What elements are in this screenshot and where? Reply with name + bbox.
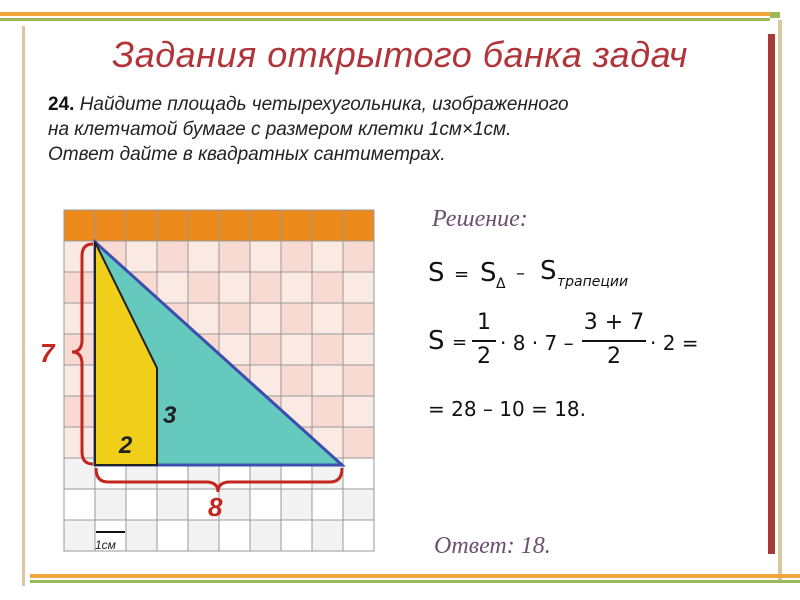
grid-cell (281, 365, 312, 396)
grid-cell (312, 365, 343, 396)
grid-cell (312, 489, 343, 520)
grid-header-cell (188, 210, 219, 241)
answer-text: Ответ: 18. (434, 533, 551, 559)
grid-header-cell (343, 210, 374, 241)
grid-cell (343, 303, 374, 334)
grid-cell (64, 396, 95, 427)
grid-cell (281, 489, 312, 520)
grid-cell (343, 458, 374, 489)
grid-cell (312, 272, 343, 303)
grid-cell (64, 303, 95, 334)
grid-cell (219, 272, 250, 303)
f2-mult: · 8 · 7 – (500, 331, 574, 355)
solution-title: Решение: (432, 206, 528, 232)
grid-cell (64, 272, 95, 303)
grid-cell (250, 334, 281, 365)
grid-cell (343, 334, 374, 365)
grid-cell (126, 520, 157, 551)
grid-header-cell (157, 210, 188, 241)
grid-header-cell (281, 210, 312, 241)
label-top-2: 2 (119, 432, 133, 459)
grid-cell (157, 241, 188, 272)
grid-cell (250, 241, 281, 272)
grid-cell (219, 303, 250, 334)
grid-cell (219, 489, 250, 520)
label-base-8: 8 (208, 492, 223, 522)
grid-cell (250, 272, 281, 303)
f1-sub2: трапеции (557, 274, 629, 290)
grid-cell (64, 520, 95, 551)
grid-cell (312, 520, 343, 551)
f2-lhs: S (428, 326, 445, 356)
page-title: Задания открытого банка задач (112, 34, 688, 75)
grid-cell (281, 241, 312, 272)
grid-cell (157, 272, 188, 303)
f2-frac2-line (582, 340, 646, 342)
f2-frac2-den: 2 (607, 344, 621, 369)
label-height-7: 7 (40, 338, 55, 368)
f2-frac1-den: 2 (477, 344, 491, 369)
grid-cell (343, 520, 374, 551)
grid-cell (343, 241, 374, 272)
grid-cell (281, 520, 312, 551)
grid-cell (312, 303, 343, 334)
grid-cell (343, 365, 374, 396)
grid-cell (188, 241, 219, 272)
grid-cell (250, 303, 281, 334)
grid-cell (188, 520, 219, 551)
grid-header-cell (95, 210, 126, 241)
grid-cell (343, 489, 374, 520)
grid-cell (281, 334, 312, 365)
grid-cell (126, 241, 157, 272)
grid-cell (219, 241, 250, 272)
grid-cell (157, 520, 188, 551)
scale-label: 1см (95, 538, 116, 552)
grid-cell (343, 427, 374, 458)
grid-cell (64, 489, 95, 520)
grid-header-cell (64, 210, 95, 241)
grid-cell (343, 396, 374, 427)
grid-cell (312, 396, 343, 427)
grid-header-cell (250, 210, 281, 241)
f2-frac1-line (472, 340, 496, 342)
grid-cell (64, 427, 95, 458)
problem-line-1: Найдите площадь четырехугольника, изображенного (79, 94, 569, 115)
grid-cell (250, 489, 281, 520)
grid-header-cell (219, 210, 250, 241)
f2-frac2-num: 3 + 7 (583, 310, 645, 335)
grid-header-cell (126, 210, 157, 241)
grid-cell (312, 241, 343, 272)
f2-frac1-num: 1 (477, 310, 491, 335)
problem-line-3: Ответ дайте в квадратных сантиметрах. (48, 144, 446, 165)
f1-term1: S (480, 258, 497, 288)
formula-3: = 28 – 10 = 18. (428, 397, 587, 421)
grid-cell (343, 272, 374, 303)
grid-cell (312, 334, 343, 365)
grid-cell (250, 520, 281, 551)
problem-line-2: на клетчатой бумаге с размером клетки 1см×1см. (48, 119, 512, 140)
f1-term2: S (540, 256, 557, 286)
f1-minus: – (516, 263, 525, 284)
grid-cell (188, 272, 219, 303)
problem-number: 24. (48, 94, 75, 115)
grid-cell (281, 303, 312, 334)
grid-cell (95, 489, 126, 520)
grid-cell (126, 489, 157, 520)
f2-tail: · 2 = (650, 331, 699, 355)
grid-cell (281, 272, 312, 303)
f1-lhs: S (428, 258, 445, 288)
grid-cell (219, 520, 250, 551)
f1-sub1: Δ (496, 276, 506, 292)
f1-eq: = (454, 264, 470, 285)
grid-header-cell (312, 210, 343, 241)
label-side-3: 3 (163, 402, 177, 429)
grid-cell (157, 489, 188, 520)
f2-eq: = (452, 332, 468, 353)
grid-cell (64, 365, 95, 396)
